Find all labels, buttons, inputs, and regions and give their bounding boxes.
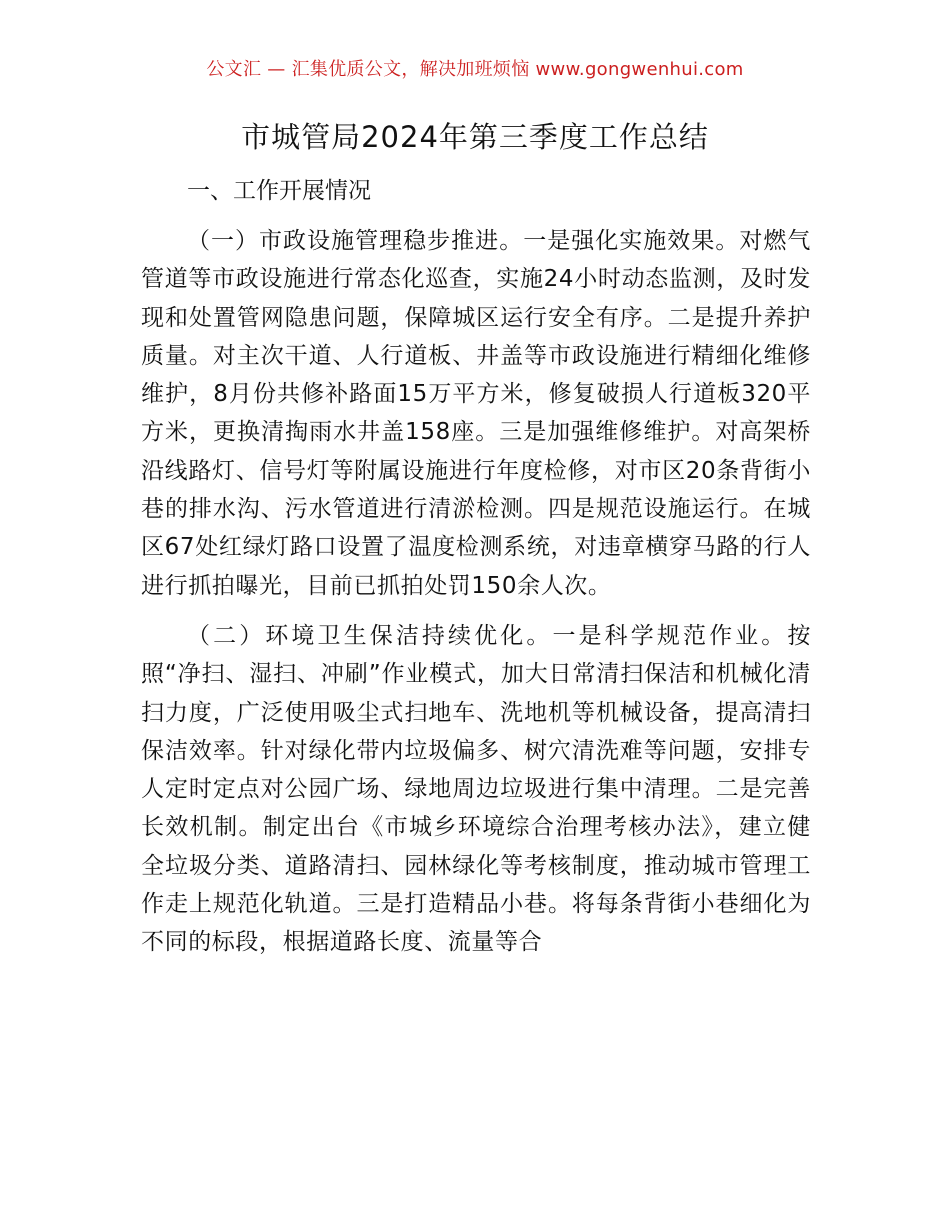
paragraph-municipal-facilities: （一）市政设施管理稳步推进。一是强化实施效果。对燃气管道等市政设施进行常态化巡查，实施24小时动态监测，及时发现和处置管网隐患问题，保障城区运行安全有序。二是提升养护质量。对主次干道、人行道板、井盖等市政设施进行精细化维修维护，8月份共修补路面15万平方米，修复破损人行道板320平方米，更换清掏雨水井盖158座。三是加强维修维护。对高架桥沿线路灯、信号灯等附属设施进行年度检修，对市区20条背街小巷的排水沟、污水管道进行清淤检测。四是规范设施运行。在城区67处红绿灯路口设置了温度检测系统，对违章横穿马路的行人进行抓拍曝光，目前已抓拍处罚150余人次。 — [141, 228, 811, 599]
document-title: 市城管局2024年第三季度工作总结 — [241, 120, 709, 154]
paragraph-sanitation: （二）环境卫生保洁持续优化。一是科学规范作业。按照“净扫、湿扫、冲刷”作业模式，加大日常清扫保洁和机械化清扫力度，广泛使用吸尘式扫地车、洗地机等机械设备，提高清扫保洁效率。针对绿化带内垃圾偏多、树穴清洗难等问题，安排专人定时定点对公园广场、绿地周边垃圾进行集中清理。二是完善长效机制。制定出台《市城乡环境综合治理考核办法》，建立健全垃圾分类、道路清扫、园林绿化等考核制度，推动城市管理工作走上规范化轨道。三是打造精品小巷。将每条背街小巷细化为不同的标段，根据道路长度、流量等合 — [141, 622, 811, 956]
section-heading: 一、工作开展情况 — [187, 178, 371, 204]
document-body — [141, 172, 811, 974]
header-banner: 公文汇 — 汇集优质公文，解决加班烦恼 www.gongwenhui.com — [206, 59, 744, 80]
